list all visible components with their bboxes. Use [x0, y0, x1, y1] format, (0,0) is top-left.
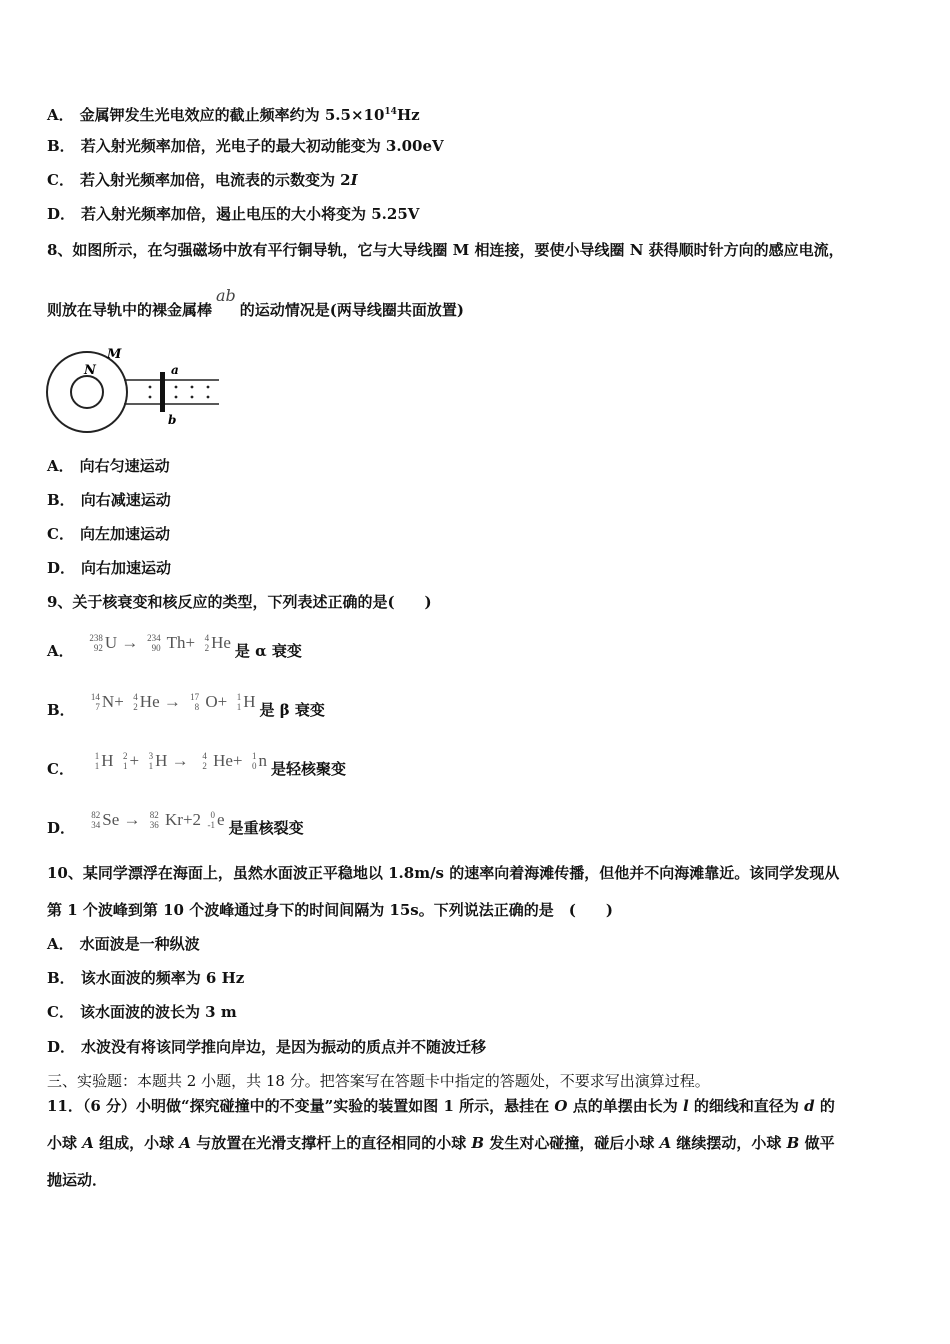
q11-line1: 11．（6 分）小明做“探究碰撞中的不变量”实验的装置如图 1 所示，悬挂在 O 点的单摆由长为 l 的细线和直径为 d 的	[47, 1097, 835, 1115]
q8-option-c: C． 向左加速运动	[47, 525, 170, 543]
q10-stem-line1: 10、某同学漂浮在海面上，虽然水面波正平稳地以 1.8m/s 的速率向着海滩传播，但他并不向海滩靠近。该同学发现从	[47, 864, 840, 882]
q7-option-b: B． 若入射光频率加倍，光电子的最大初动能变为 3.00eV	[47, 137, 444, 155]
q8-option-d: D． 向右加速运动	[47, 559, 172, 577]
q9-option-b: B． 14 7 N+ 4 2 He → 17 8 O+ 1 1 H 是 β 衰变	[47, 697, 325, 720]
label-n: N	[84, 363, 96, 378]
label-b: b	[168, 413, 177, 427]
label-a: a	[171, 363, 179, 377]
q9-option-c: C． 1 1 H 2 1 + 3 1 H → 4 2 He+ 1 0 n 是轻核聚变	[47, 756, 346, 779]
q8-option-a: A． 向右匀速运动	[47, 457, 170, 475]
q11-line3: 抛运动．	[47, 1171, 108, 1189]
q7-option-a: A． 金属钾发生光电效应的截止频率约为 $5.5\times 10^{14}Hz$	[47, 106, 420, 124]
q10-option-c: C． 该水面波的波长为 3 m	[47, 1003, 237, 1021]
q11-line2: 小球 A 组成，小球 A 与放置在光滑支撑杆上的直径相同的小球 B 发生对心碰撞，碰后小球 A 继续摆动，小球 B 做平	[47, 1134, 835, 1152]
nuclear-equation-c: 1 1 H 2 1 + 3 1 H → 4 2 He+ 1 0 n	[94, 751, 268, 771]
q8-option-b: B． 向右减速运动	[47, 491, 171, 509]
q10-option-a: A． 水面波是一种纵波	[47, 935, 200, 953]
nuclear-equation-b: 14 7 N+ 4 2 He → 17 8 O+ 1 1 H	[90, 692, 256, 712]
small-coil-n	[71, 376, 103, 408]
metal-rod-ab	[160, 372, 165, 412]
section-3-heading: 三、实验题：本题共 2 小题，共 18 分。把答案写在答题卡中指定的答题处，不要求写出演算过程。	[47, 1072, 710, 1090]
q10-option-d: D． 水波没有将该同学推向岸边，是因为振动的质点并不随波迁移	[47, 1038, 487, 1056]
q9-stem: 9、关于核衰变和核反应的类型，下列表述正确的是( )	[47, 593, 432, 611]
q7-option-c: C． 若入射光频率加倍，电流表的示数变为 2I	[47, 171, 358, 189]
magnetic-field-dots	[149, 386, 210, 399]
label-m: M	[107, 347, 122, 362]
nuclear-equation-d: 82 34 Se → 82 36 Kr+2 0 -1 e	[91, 810, 225, 830]
q9-option-d: D． 82 34 Se → 82 36 Kr+2 0 -1 e 是重核裂变	[47, 815, 304, 838]
nuclear-equation-a: 238 92 U → 234 90 Th+ 4 2 He	[89, 633, 231, 653]
coil-rail-figure	[44, 344, 224, 438]
q10-option-b: B． 该水面波的频率为 6 Hz	[47, 969, 245, 987]
q8-stem-line1: 8、如图所示，在匀强磁场中放有平行铜导轨，它与大导线圈 M 相连接，要使小导线圈 N 获得顺时针方向的感应电流，	[47, 241, 844, 259]
q9-option-a: A． 238 92 U → 234 90 Th+ 4 2 He 是 α 衰变	[47, 638, 302, 661]
q10-stem-line2: 第 1 个波峰到第 10 个波峰通过身下的时间间隔为 15s。下列说法正确的是 ( )	[47, 901, 613, 919]
q7-option-d: D． 若入射光频率加倍，遏止电压的大小将变为 5.25V	[47, 205, 420, 223]
q8-stem-line2: 则放在导轨中的裸金属棒ab的运动情况是(两导线圈共面放置)	[47, 286, 464, 319]
